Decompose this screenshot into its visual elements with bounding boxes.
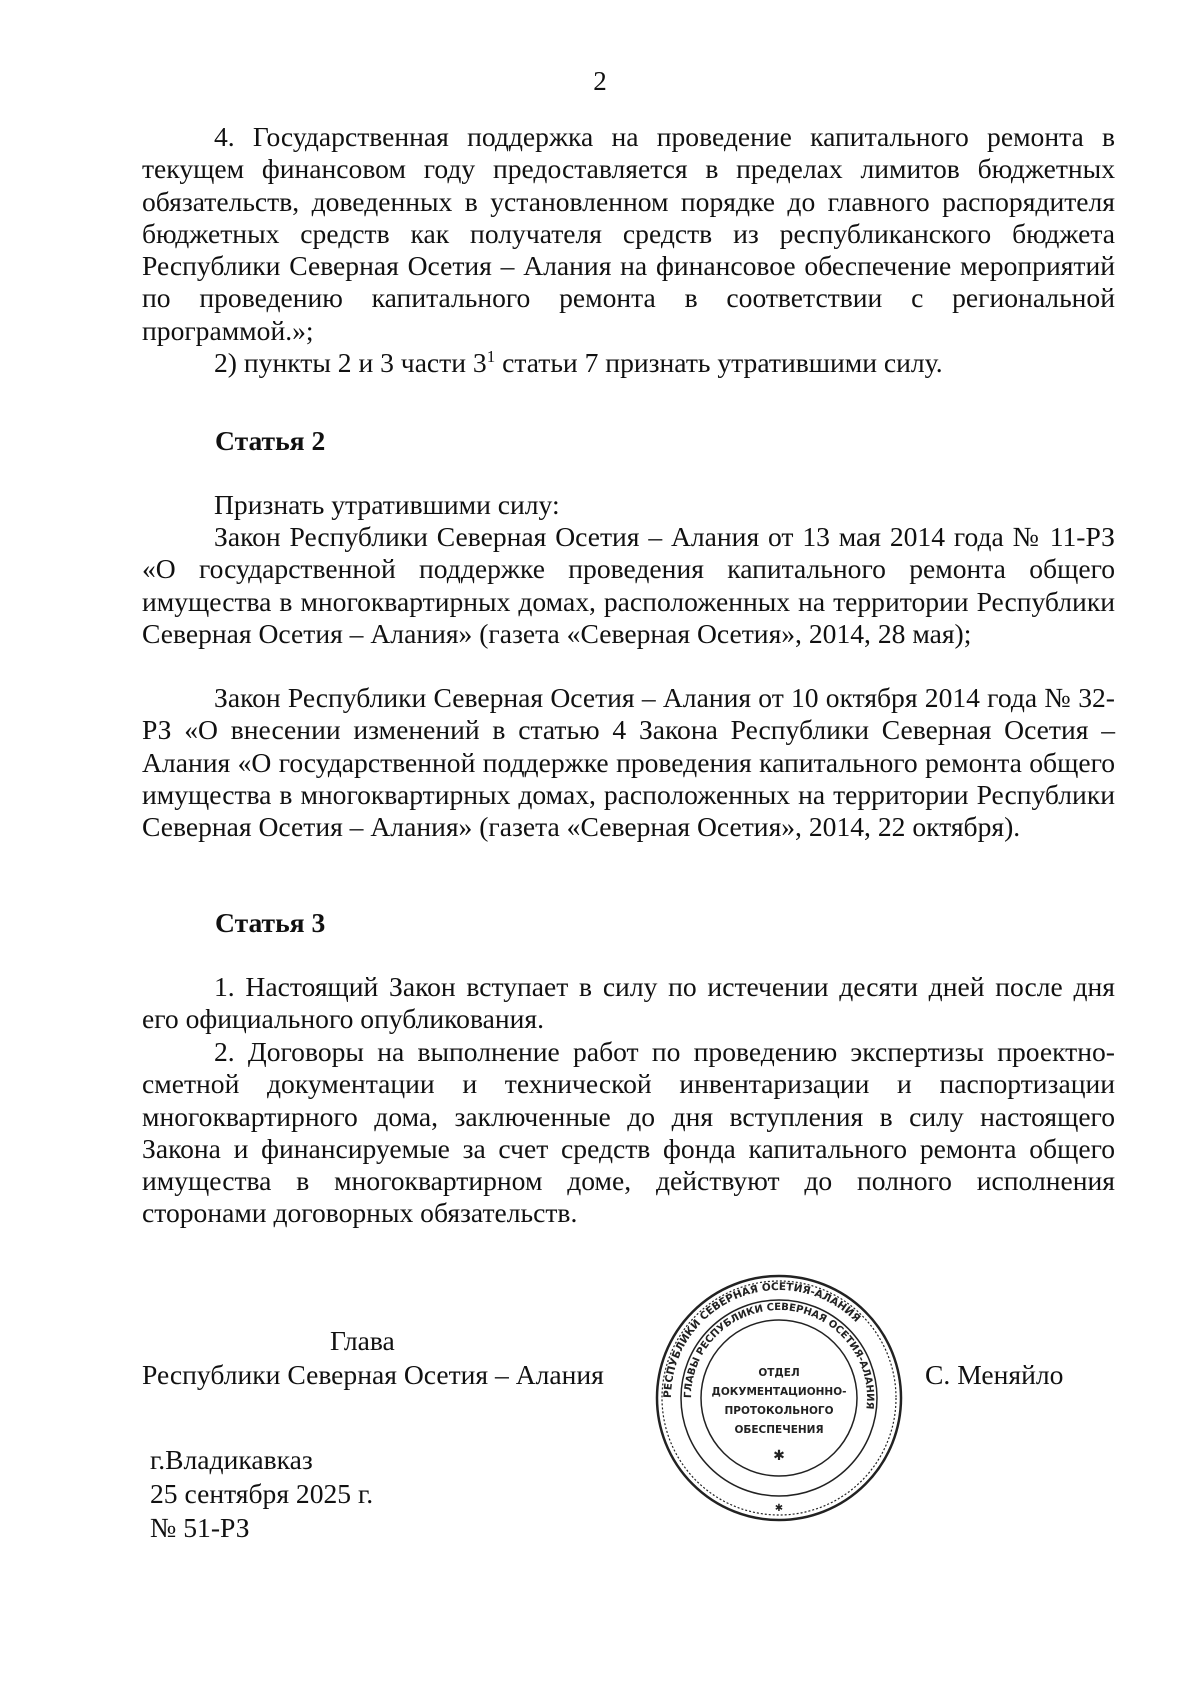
seal-center-line-4: ОБЕСПЕЧЕНИЯ (734, 1424, 824, 1436)
article2-heading: Статья 2 (215, 425, 326, 456)
seal-center-line-2: ДОКУМЕНТАЦИОННО- (711, 1386, 847, 1398)
seal-outer-text: РЕСПУБЛИКИ СЕВЕРНАЯ ОСЕТИЯ-АЛАНИЯ (661, 1280, 863, 1399)
official-seal (654, 1273, 904, 1523)
page-number: 2 (593, 66, 607, 96)
article3-heading: Статья 3 (215, 907, 326, 938)
article2-item-2: Закон Республики Северная Осетия – Алания от 10 октября 2014 года № 32-РЗ «О внесении изменений в статью 4 Закона Республики Северная Осетия – Алания «О государственной поддержке проведения капитального ремонта общего имущества в многоквартирных домах, расположенных на территории Республики Северная Осетия – Алания» (газета «Северная Осетия», 2014, 22 октября). (142, 682, 1115, 843)
superscript: 1 (486, 346, 496, 366)
article2-intro: Признать утратившими силу: (214, 489, 560, 520)
article3-paragraph-1: 1. Настоящий Закон вступает в силу по истечении десяти дней после дня его официального опубликования. (142, 971, 1115, 1035)
place-date: 25 сентября 2025 г. (150, 1478, 374, 1509)
article3-paragraph-2: 2. Договоры на выполнение работ по проведению экспертизы проектно-сметной документации и технической инвентаризации и паспортизации многоквартирного дома, заключенные до дня вступления в силу настоящего Закона и финансируемые за счет средств фонда капитального ремонта общего имущества в многоквартирном доме, действуют до полного исполнения сторонами договорных обязательств. (142, 1036, 1115, 1229)
signature-organization: Республики Северная Осетия – Алания (142, 1359, 604, 1390)
seal-center-line-3: ПРОТОКОЛЬНОГО (724, 1405, 834, 1417)
place-city: г.Владикавказ (150, 1444, 313, 1475)
seal-star-icon: ✱ (773, 1448, 785, 1464)
article1-paragraph-2 (142, 347, 1115, 379)
signature-title: Глава (330, 1325, 395, 1356)
article1-paragraph-4: 4. Государственная поддержка на проведение капитального ремонта в текущем финансовом году предоставляется в пределах лимитов бюджетных обязательств, доведенных в установленном порядке до главного распорядителя бюджетных средств как получателя средств из республиканского бюджета Республики Северная Осетия – Алания на финансовое обеспечение мероприятий по проведению капитального ремонта в соответствии с региональной программой.»; (142, 121, 1115, 346)
article2-item-1: Закон Республики Северная Осетия – Алания от 13 мая 2014 года № 11-РЗ «О государственной поддержке проведения капитального ремонта общего имущества в многоквартирных домах, расположенных на территории Республики Северная Осетия – Алания» (газета «Северная Осетия», 2014, 28 мая); (142, 521, 1115, 649)
seal-middle-text: ГЛАВЫ РЕСПУБЛИКИ СЕВЕРНАЯ ОСЕТИЯ-АЛАНИЯ (682, 1301, 876, 1410)
seal-center-line-1: ОТДЕЛ (758, 1367, 800, 1379)
law-number: № 51-РЗ (150, 1512, 250, 1543)
paragraph-text: 2) пункты 2 и 3 части 3 (214, 347, 487, 378)
paragraph-text-end: статьи 7 признать утратившими силу. (495, 347, 943, 378)
signatory-name: С. Меняйло (925, 1359, 1064, 1390)
seal-star-icon-bottom: ✱ (774, 1503, 784, 1514)
